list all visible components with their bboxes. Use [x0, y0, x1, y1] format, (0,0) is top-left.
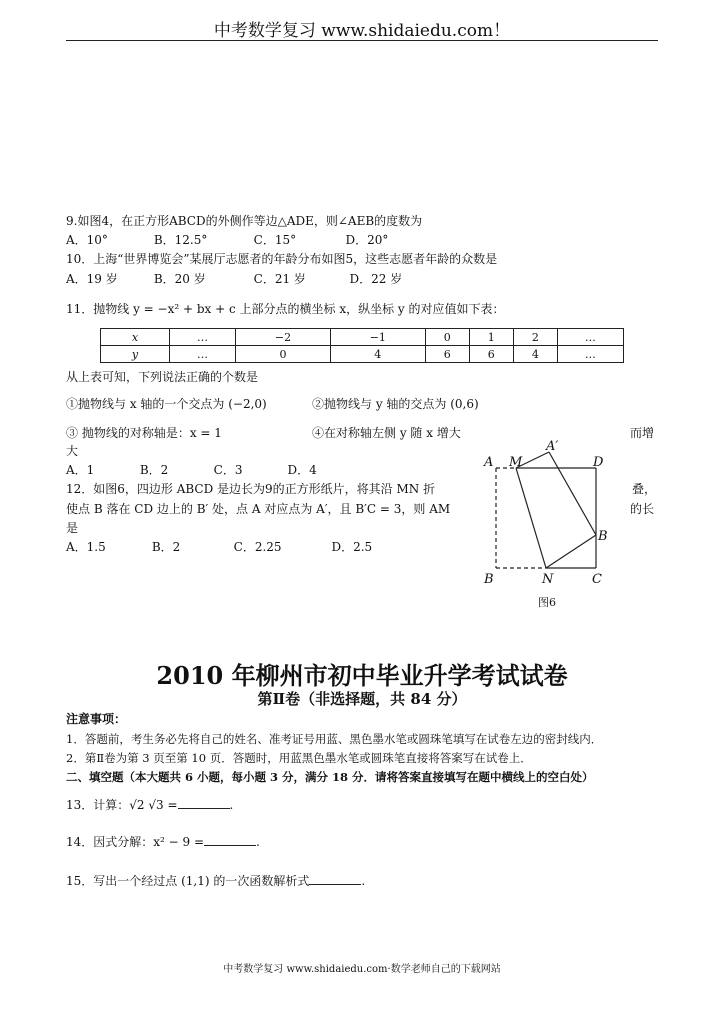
- table-cell: …: [557, 346, 623, 363]
- table-cell: …: [170, 329, 236, 346]
- table-cell: −2: [236, 329, 331, 346]
- q10-option-a: A．19 岁: [66, 272, 118, 286]
- q10-option-d: D．22 岁: [349, 272, 403, 286]
- q11-statement-4-wrap: 大: [66, 444, 79, 458]
- table-cell: 2: [513, 329, 557, 346]
- q12-option-d: D．2.5: [331, 540, 373, 554]
- q11-option-b: B．2: [139, 463, 169, 477]
- table-cell: …: [557, 329, 623, 346]
- q11-statement-2: ②抛物线与 y 轴的交点为 (0,6): [312, 397, 479, 411]
- q14-row: [66, 834, 260, 850]
- q13-text: 13．计算：√2 √3 =: [66, 798, 178, 812]
- q10-options: [66, 271, 402, 287]
- table-cell: 6: [469, 346, 513, 363]
- q12-line-1-tail: 叠，: [632, 482, 657, 496]
- table-cell: −1: [330, 329, 425, 346]
- q9-option-c: C．15°: [253, 233, 297, 247]
- page-footer: 中考数学复习 www.shidaiedu.com·数学老师自己的下载网站: [223, 964, 501, 975]
- q10-option-c: C．21 岁: [253, 272, 306, 286]
- q12-option-b: B．2: [151, 540, 181, 554]
- page-header-title: 中考数学复习 www.shidaiedu.com！: [213, 21, 511, 41]
- q12-line-1: 12．如图6，四边形 ABCD 是边长为9的正方形纸片，将其沿 MN 折: [66, 482, 436, 496]
- q12-option-c: C．2.25: [233, 540, 282, 554]
- q13-answer-blank[interactable]: [178, 797, 230, 809]
- fig-edge-a1b1: [549, 452, 596, 535]
- q9-options: [66, 232, 388, 248]
- q10-option-b: B．20 岁: [153, 272, 206, 286]
- q13-row: [66, 797, 233, 813]
- q14-text: 14．因式分解：x² − 9 =: [66, 835, 205, 849]
- table-cell: 4: [513, 346, 557, 363]
- table-cell: 6: [425, 346, 469, 363]
- table-row-x: [101, 329, 624, 346]
- figure-6-diagram: [482, 440, 622, 610]
- fig-edge-b1n: [546, 535, 596, 568]
- q12-options: [66, 539, 372, 555]
- q11-option-a: A．1: [66, 463, 95, 477]
- q9-option-b: B．12.5°: [153, 233, 208, 247]
- q11-statement-3: ③ 抛物线的对称轴是：x = 1: [66, 426, 222, 440]
- q14-answer-blank[interactable]: [204, 834, 256, 846]
- part-two-heading: 二、填空题（本大题共 6 小题，每小题 3 分，满分 18 分．请将答案直接填写在题中横线上的空白处）: [66, 770, 594, 784]
- q11-option-d: D．4: [287, 463, 317, 477]
- table-cell: x: [101, 329, 170, 346]
- fig-label-d: D: [593, 455, 604, 470]
- section-title: 2010 年柳州市初中毕业升学考试试卷: [156, 661, 568, 690]
- table-cell: 1: [469, 329, 513, 346]
- q13-end: .: [229, 798, 234, 812]
- q11-followup: 从上表可知，下列说法正确的个数是: [66, 370, 259, 384]
- table-cell: 4: [330, 346, 425, 363]
- q9-option-a: A．10°: [66, 233, 108, 247]
- table-cell: y: [101, 346, 170, 363]
- fig-label-a: A: [484, 455, 494, 470]
- header-rule: [66, 40, 658, 41]
- q9-text: 9.如图4，在正方形ABCD的外侧作等边△ADE，则∠AEB的度数为: [66, 214, 423, 228]
- q12-line-2-tail: 的长: [630, 502, 655, 516]
- q12-option-a: A．1.5: [66, 540, 106, 554]
- q11-options: [66, 462, 317, 478]
- notice-item-2: 2．第Ⅱ卷为第 3 页至第 10 页．答题时，用蓝黑色墨水笔或圆珠笔直接将答案写在试卷上．: [66, 751, 532, 765]
- fig-label-n: N: [542, 572, 554, 587]
- q11-text: 11．抛物线 y = −x² + bx + c 上部分点的横坐标 x，纵坐标 y 的对应值如下表：: [66, 302, 505, 316]
- table-row-y: [101, 346, 624, 363]
- q12-line-3: 是: [66, 521, 79, 535]
- table-cell: 0: [236, 346, 331, 363]
- q15-end: .: [361, 874, 366, 888]
- notice-item-1: 1．答题前，考生务必先将自己的姓名、准考证号用蓝、黑色墨水笔或圆珠笔填写在试卷左边的密封线内．: [66, 732, 603, 746]
- q15-answer-blank[interactable]: [309, 873, 361, 885]
- figure-6-caption: 图6: [538, 596, 556, 609]
- fig-label-c: C: [592, 572, 602, 587]
- q11-statement-4-tail: 而增: [630, 426, 655, 440]
- fig-fold-mn: [516, 468, 546, 568]
- fig-label-m: M: [509, 455, 523, 470]
- notice-heading: 注意事项：: [66, 712, 127, 726]
- q11-option-c: C．3: [213, 463, 243, 477]
- q11-statement-1: ①抛物线与 x 轴的一个交点为 (−2,0): [66, 397, 267, 411]
- q9-option-d: D．20°: [345, 233, 389, 247]
- q14-end: .: [256, 835, 260, 849]
- section-subtitle: 第Ⅱ卷（非选择题，共 84 分）: [257, 690, 467, 708]
- fig-label-b-prime: B: [598, 529, 608, 544]
- q12-line-2: 使点 B 落在 CD 边上的 B′ 处，点 A 对应点为 A′，且 B′C = 3，则 AM: [66, 502, 451, 516]
- q15-text: 15．写出一个经过点 (1,1) 的一次函数解析式: [66, 874, 310, 888]
- table-cell: …: [170, 346, 236, 363]
- fig-label-b: B: [484, 572, 494, 587]
- q15-row: [66, 873, 365, 889]
- fig-label-a-prime: A′: [546, 440, 559, 454]
- q11-value-table: [100, 328, 624, 363]
- q11-statement-4: ④在对称轴左侧 y 随 x 增大: [312, 426, 461, 440]
- q10-text: 10．上海“世界博览会”某展厅志愿者的年龄分布如图5，这些志愿者年龄的众数是: [66, 252, 498, 266]
- table-cell: 0: [425, 329, 469, 346]
